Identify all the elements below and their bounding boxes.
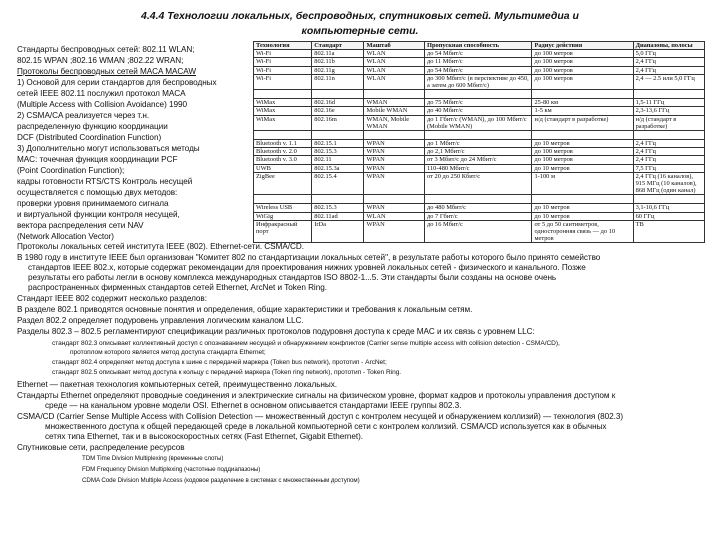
tail-line: Стандарты Ethernet определяют проводные соединения и электрические сигналы на физическом уровне, формат кадров и протоколы управления доступом к (17, 391, 616, 400)
table-row (254, 50, 705, 58)
table-cell: до 16 Мбит/с (425, 220, 532, 243)
table-row (254, 131, 705, 140)
table-body (254, 50, 705, 243)
left-line: осуществляется с помощью двух методов: (17, 188, 178, 197)
table-header-cell: Радиус действия (532, 42, 633, 50)
table-cell: до 54 Мбит/с (425, 50, 532, 58)
table-cell (425, 131, 532, 140)
table-cell: 2,4 ГГц (633, 156, 704, 164)
left-line: и виртуальной функции контроля несущей, (17, 210, 180, 219)
table-cell (633, 90, 704, 99)
left-line: (Network Allocation Vector) (17, 232, 114, 241)
table-cell: IrDa (312, 220, 364, 243)
table-cell: до 100 метров (532, 66, 633, 74)
left-line: MAC: точечная функция координации PCF (17, 155, 178, 164)
table-cell: 802.11g (312, 66, 364, 74)
body-line: В разделе 802.1 приводятся основные понятия и определения, общие характеристики и требования к локальным сетям. (17, 305, 473, 314)
table-cell: WPAN (364, 220, 425, 243)
table-cell (425, 195, 532, 204)
table-cell: WPAN (364, 164, 425, 172)
table-cell: до 1 Гбит/с (WMAN), до 100 Мбит/с (Mobile WMAN) (425, 115, 532, 130)
table-cell: 7,5 ГГц (633, 164, 704, 172)
left-line: 802.15 WPAN ;802.16 WMAN ;802.22 WRAN; (17, 56, 184, 65)
table-header-cell: Диапазоны, полосы (633, 42, 704, 50)
table-cell: до 10 метров (532, 164, 633, 172)
table-row (254, 107, 705, 115)
table-cell: Wireless USB (254, 204, 312, 212)
table-cell: до 54 Мбит/с (425, 66, 532, 74)
wireless-standards-table (253, 41, 705, 243)
table-cell: 1,5-11 ГГц (633, 99, 704, 107)
table-cell: до 100 метров (532, 148, 633, 156)
table-cell: 802.15.3a (312, 164, 364, 172)
table-cell: Mobile WMAN (364, 107, 425, 115)
left-line: кадры готовности RTS/CTS Контроль несущей (17, 177, 193, 186)
left-line: (Point Coordination Function); (17, 166, 125, 175)
sub-line: стандарт 802.5 описывает метод доступа к кольцу с передачей маркера (Token ring network), прототип - Token Ring. (52, 369, 402, 376)
table-cell: 802.11b (312, 58, 364, 66)
table-row (254, 220, 705, 243)
table-cell (532, 131, 633, 140)
table-row (254, 148, 705, 156)
table-cell: до 10 метров (532, 212, 633, 220)
table-cell: до 10 метров (532, 140, 633, 148)
table-cell (254, 131, 312, 140)
title-line-2: компьютерные сети. (301, 25, 419, 37)
table-row (254, 90, 705, 99)
mux-line: FDM Frequency Division Multiplexing (частотные поддиапазоны) (82, 466, 261, 473)
table-cell: до 1 Мбит/с (425, 140, 532, 148)
table-cell: WiMax (254, 107, 312, 115)
table-cell: 802.11a (312, 50, 364, 58)
table-cell: 802.15.3 (312, 148, 364, 156)
table-cell: WLAN (364, 58, 425, 66)
table-cell (312, 131, 364, 140)
table-cell: 2,4 ГГц (633, 66, 704, 74)
body-line: Стандарт IEEE 802 содержит несколько разделов: (17, 294, 207, 303)
table-cell: до 10 метров (532, 204, 633, 212)
table-row (254, 204, 705, 212)
table-cell: 802.11ad (312, 212, 364, 220)
table-row (254, 99, 705, 107)
table-cell: 110-480 Мбит/с (425, 164, 532, 172)
table-cell (532, 195, 633, 204)
page-title (0, 9, 720, 39)
table-cell: WiGig (254, 212, 312, 220)
table-cell: до 100 метров (532, 50, 633, 58)
title-line-1: 4.4.4 Технологии локальных, беспроводных, спутниковых сетей. Мультимедиа и (141, 10, 579, 22)
table-row (254, 195, 705, 204)
sub-line: стандарт 802.3 описывает коллективный доступ с опознаванием несущей и обнаружением конфликтов (Carrier sense multiple access with collision detection - CSMA/CD), (52, 340, 560, 347)
table-cell: WPAN (364, 156, 425, 164)
table-header-cell: Стандарт (312, 42, 364, 50)
table-row (254, 66, 705, 74)
table-cell: до 11 Мбит/с (425, 58, 532, 66)
table-cell: WLAN (364, 50, 425, 58)
table-cell: н/д (стандарт в разработке) (633, 115, 704, 130)
sub-line: протоплом которого является метод доступа стандарта Ethernet; (70, 349, 266, 356)
table-cell: 2,4 ГГц (633, 148, 704, 156)
table-cell: Bluetooth v. 3.0 (254, 156, 312, 164)
table-cell: 802.15.1 (312, 140, 364, 148)
table-cell: 802.11 (312, 156, 364, 164)
table-cell: 60 ГГц (633, 212, 704, 220)
table-cell: WLAN (364, 74, 425, 89)
tail-line: среде — на канальном уровне модели OSI. Ethernet в основном описывается стандартами IEEE группы 802.3. (45, 401, 462, 410)
table-cell: WiMax (254, 99, 312, 107)
sub-line: стандарт 802.4 определяет метод доступа к шине с передачей маркера (Token bus network), прототип - ArcNet; (52, 359, 387, 366)
left-line: Стандарты беспроводных сетей: 802.11 WLAN; (17, 45, 195, 54)
table-cell: 5,0 ГГц (633, 50, 704, 58)
table-row (254, 212, 705, 220)
tail-line: Спутниковые сети, распределение ресурсов (17, 443, 185, 452)
table-cell: Wi-Fi (254, 50, 312, 58)
table-cell: 2,4 ГГц (16 каналов), 915 МГц (10 каналов), 868 МГц (один канал) (633, 172, 704, 195)
table-cell: 2,4 ГГц (633, 140, 704, 148)
left-line: 3) Дополнительно могут использоваться методы (17, 144, 200, 153)
table-cell: WMAN, Mobile WMAN (364, 115, 425, 130)
table-cell: ТВ (633, 220, 704, 243)
table-cell: WPAN (364, 140, 425, 148)
table-cell: ZigBee (254, 172, 312, 195)
table-cell: до 2,1 Мбит/с (425, 148, 532, 156)
table-cell: Bluetooth v. 2.0 (254, 148, 312, 156)
tail-line: Ethernet — пакетная технология компьютерных сетей, преимущественно локальных. (17, 380, 337, 389)
table-header-row (254, 42, 705, 50)
table-cell: 802.15.4 (312, 172, 364, 195)
table-cell: от 3 Мбит/с до 24 Мбит/с (425, 156, 532, 164)
table-cell (312, 195, 364, 204)
table-cell: до 100 метров (532, 74, 633, 89)
table-cell: WPAN (364, 172, 425, 195)
table-cell: WPAN (364, 204, 425, 212)
table-cell: Bluetooth v. 1.1 (254, 140, 312, 148)
table-cell: WLAN (364, 66, 425, 74)
table-cell: до 300 Мбит/с (в перспективе до 450, а затем до 600 Мбит/с) (425, 74, 532, 89)
table-cell: 1-100 м (532, 172, 633, 195)
table-row (254, 172, 705, 195)
body-line: Протоколы локальных сетей института IEEE (802). Ethernet-сети. CSMA/CD. (17, 242, 304, 251)
mux-line: CDMA Code Division Multiple Access (кодовое разделение в системах с множественным доступом) (82, 477, 360, 484)
table-cell: до 480 Мбит/с (425, 204, 532, 212)
body-line: Раздел 802.2 определяет подуровень управления логическим каналом LLC. (17, 316, 304, 325)
left-line: DCF (Distributed Coordination Function) (17, 133, 162, 142)
table-cell: н/д (стандарт в разработке) (532, 115, 633, 130)
table-cell: 1-5 км (532, 107, 633, 115)
table-header-cell: Пропускная способность (425, 42, 532, 50)
table-cell: от 5 до 50 сантиметров, односторонняя связь — до 10 метров (532, 220, 633, 243)
table-cell (364, 195, 425, 204)
table-cell: Wi-Fi (254, 66, 312, 74)
left-line: сетей IEEE 802.11 послужил протокол MACA (17, 89, 186, 98)
table-cell (633, 131, 704, 140)
table-header-cell: Маштаб (364, 42, 425, 50)
table-cell: до 7 Гбит/с (425, 212, 532, 220)
table-cell (425, 90, 532, 99)
table-row (254, 156, 705, 164)
body-line: В 1980 году в институте IEEE был организован "Комитет 802 по стандартизации локальных сетей", в результате работы которого было принято семейство (17, 253, 601, 262)
table-cell: от 20 до 250 Кбит/с (425, 172, 532, 195)
table-cell: WPAN (364, 148, 425, 156)
table-cell (364, 131, 425, 140)
table-cell (633, 195, 704, 204)
tail-line: множественного доступа к общей передающей среде в локальной компьютерной сети с контролем коллизий. CSMA/CD используется как в обычных (45, 422, 607, 431)
table-cell: 2,4 ГГц (633, 58, 704, 66)
table-cell: Wi-Fi (254, 58, 312, 66)
table-cell: 802.15.3 (312, 204, 364, 212)
left-line: 1) Основой для серии стандартов для беспроводных (17, 78, 217, 87)
table-cell (254, 90, 312, 99)
table-cell: 802.16e (312, 107, 364, 115)
table-cell: 2,4 — 2.5 или 5,0 ГГц (633, 74, 704, 89)
left-line: вектора распределения сети NAV (17, 221, 144, 230)
table-cell: до 100 метров (532, 156, 633, 164)
table-cell: 25-80 км (532, 99, 633, 107)
table-header-cell: Технология (254, 42, 312, 50)
table-row (254, 115, 705, 130)
body-line: результаты его работы легли в основу комплекса международных стандартов ISO 8802-1...5. Эти стандарты были созданы на основе очень (28, 273, 557, 282)
table-cell (364, 90, 425, 99)
table-cell: 802.11n (312, 74, 364, 89)
left-line: Протоколы беспроводных сетей MACA MACAW (17, 67, 197, 76)
body-line: распространенных фирменных стандартов сетей Ethernet, ArcNet и Token Ring. (28, 283, 327, 292)
left-line: распределенную функцию координации (17, 122, 168, 131)
table-cell: WMAN (364, 99, 425, 107)
table-cell: 2,3-13,6 ГГц (633, 107, 704, 115)
table-cell: до 40 Мбит/с (425, 107, 532, 115)
body-line: стандартов IEEE 802.x, которые содержат рекомендации для проектирования нижних уровней локальных сетей - физического и канального. Позже (28, 263, 586, 272)
left-line: 2) CSMA/CA реализуется через т.н. (17, 111, 150, 120)
table-cell: WLAN (364, 212, 425, 220)
table-cell: UWB (254, 164, 312, 172)
table-cell (254, 195, 312, 204)
tail-line: сетях типа Ethernet, так и в высокоскоростных сетях (Fast Ethernet, Gigabit Ethernet). (45, 432, 364, 441)
body-line: Разделы 802.3 – 802.5 регламентируют спецификации различных протоколов подуровня доступа к среде MAC и их связь с уровнем LLC: (17, 327, 535, 336)
left-line: проверки уровня принимаемого сигнала (17, 199, 169, 208)
table-cell: до 75 Мбит/с (425, 99, 532, 107)
table-cell: Инфракрасный порт (254, 220, 312, 243)
mux-line: TDM Time Division Multiplexing (временные слоты) (82, 455, 224, 462)
left-line: (Multiple Access with Collision Avoidance) 1990 (17, 100, 187, 109)
table-cell (312, 90, 364, 99)
table-cell (532, 90, 633, 99)
table-cell: Wi-Fi (254, 74, 312, 89)
tail-line: CSMA/CD (Carrier Sense Multiple Access with Collision Detection — множественный доступ с контролем несущей и обнаружением коллизий) — технология (802.3) (17, 412, 624, 421)
table-cell: 3,1-10,6 ГГц (633, 204, 704, 212)
table-cell: WiMax (254, 115, 312, 130)
table-row (254, 164, 705, 172)
table-cell: 802.16m (312, 115, 364, 130)
table-row (254, 58, 705, 66)
table-cell: до 100 метров (532, 58, 633, 66)
table-row (254, 74, 705, 89)
table-cell: 802.16d (312, 99, 364, 107)
table-row (254, 140, 705, 148)
